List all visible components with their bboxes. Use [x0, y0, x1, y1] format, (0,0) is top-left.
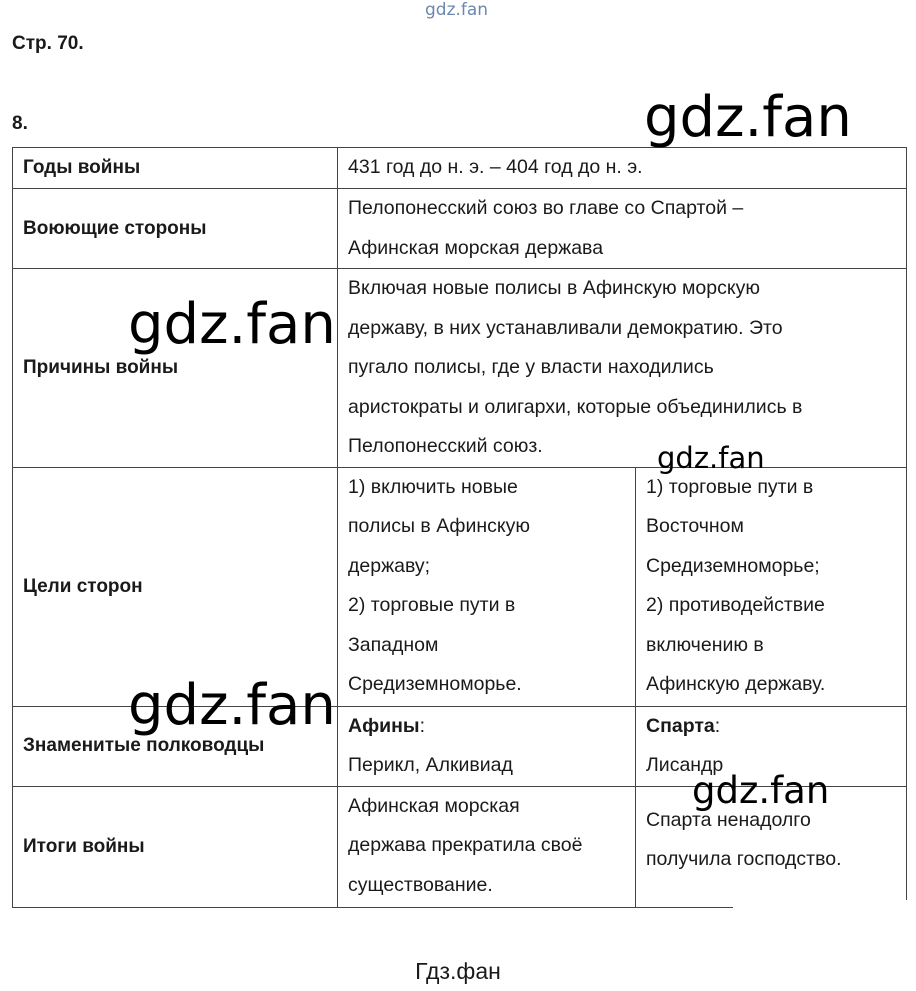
- watermark: gdz.fan: [644, 85, 852, 150]
- results-sparta-line: Спарта ненадолго: [646, 808, 811, 831]
- goals-athens-line: Западном: [348, 633, 439, 656]
- sparta-colon: :: [714, 714, 721, 737]
- label-sides: Воюющие стороны: [13, 189, 338, 269]
- causes-line: Пелопонесский союз.: [348, 435, 543, 457]
- value-sides: [338, 189, 907, 269]
- commanders-athens-value: Перикл, Алкивиад: [348, 754, 513, 776]
- goals-sparta: [636, 467, 907, 706]
- label-results: Итоги войны: [13, 786, 338, 907]
- goals-athens-line: полисы в Афинскую: [348, 515, 531, 537]
- results-athens-line: существование.: [348, 873, 493, 896]
- sparta-name: Спарта: [646, 714, 715, 737]
- row-years: [13, 148, 907, 189]
- goals-sparta-line: Восточном: [646, 515, 744, 537]
- commanders-sparta-heading: [646, 707, 896, 747]
- results-sparta-line: получила господство.: [646, 848, 842, 870]
- goals-sparta-line: Средиземноморье;: [646, 554, 820, 577]
- value-causes: [338, 269, 907, 468]
- goals-athens: [338, 467, 636, 706]
- footer-site-name: Гдз.фан: [415, 958, 501, 984]
- label-years: Годы войны: [13, 148, 338, 189]
- causes-line: Включая новые полисы в Афинскую морскую: [348, 277, 760, 299]
- goals-sparta-line: 1) торговые пути в: [646, 475, 814, 498]
- watermark: gdz.fan: [692, 769, 830, 812]
- results-athens-line: Афинская морская: [348, 794, 520, 817]
- goals-sparta-line: Афинскую державу.: [646, 673, 826, 695]
- causes-line: аристократы и олигархи, которые объединились в: [348, 395, 803, 418]
- causes-line: державу, в них устанавливали демократию. Это: [348, 316, 783, 339]
- results-athens: [338, 786, 636, 907]
- watermark-top: gdz.fan: [425, 0, 489, 20]
- goals-sparta-line: включению в: [646, 633, 764, 656]
- athens-colon: :: [419, 714, 425, 737]
- goals-athens-line: 1) включить новые: [348, 475, 518, 498]
- goals-sparta-line: 2) противодействие: [646, 594, 825, 616]
- watermark: gdz.fan: [128, 673, 336, 738]
- task-number: 8.: [12, 113, 28, 134]
- goals-athens-line: державу;: [348, 554, 431, 577]
- row-sides: [13, 189, 907, 269]
- label-goals: Цели сторон: [13, 467, 338, 706]
- value-years: 431 год до н. э. – 404 год до н. э.: [338, 148, 907, 189]
- commanders-sparta-value: Лисандр: [646, 754, 724, 776]
- table-edge-mask: [733, 900, 913, 914]
- goals-athens-line: 2) торговые пути в: [348, 594, 516, 616]
- label-causes: Причины войны: [13, 269, 338, 468]
- watermark: gdz.fan: [128, 292, 336, 357]
- row-goals: [13, 467, 907, 706]
- sides-line: Пелопонесский союз во главе со Спартой –: [348, 197, 744, 219]
- causes-line: пугало полисы, где у власти находились: [348, 356, 714, 378]
- athens-name: Афины: [348, 714, 420, 737]
- goals-athens-line: Средиземноморье.: [348, 673, 522, 695]
- watermark: gdz.fan: [657, 441, 765, 475]
- label-commanders: Знаменитые полководцы: [13, 706, 338, 786]
- sides-line: Афинская морская держава: [348, 236, 604, 259]
- page-label: Стр. 70.: [12, 33, 84, 54]
- commanders-athens-heading: [348, 707, 625, 747]
- results-athens-line: держава прекратила своё: [348, 834, 583, 856]
- commanders-athens: [338, 706, 636, 786]
